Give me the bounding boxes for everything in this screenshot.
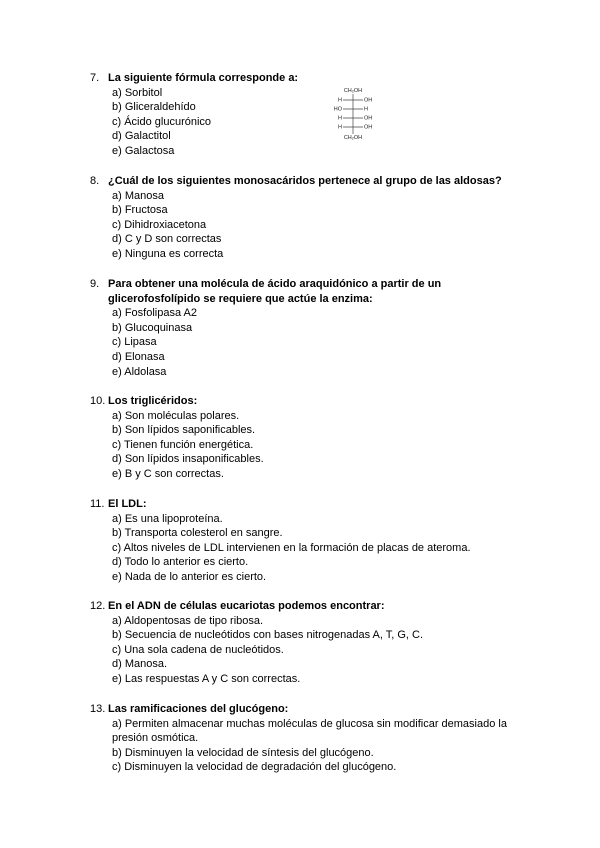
option-c: c) Disminuyen la velocidad de degradación del glucógeno.	[112, 761, 397, 774]
option-d: d) C y D son correctas	[112, 233, 222, 246]
option-b: b) Fructosa	[112, 204, 168, 217]
option-b: b) Transporta colesterol en sangre.	[112, 527, 283, 540]
question-13	[90, 702, 520, 775]
option-a: a) Permiten almacenar muchas moléculas de glucosa sin modificar demasiado la presión osmótica.	[112, 717, 507, 745]
svg-text:H: H	[338, 97, 342, 104]
question-text: Para obtener una molécula de ácido araquidónico a partir de un glicerofosfolípido se requiere que actúe la enzima:	[108, 278, 442, 305]
option-a: a) Sorbitol	[112, 86, 163, 99]
option-a: a) Manosa	[112, 189, 164, 202]
svg-text:OH: OH	[364, 124, 373, 131]
option-a: a) Es una lipoproteína.	[112, 512, 223, 525]
option-b: b) Glucoquinasa	[112, 321, 193, 334]
option-a: a) Aldopentosas de tipo ribosa.	[112, 614, 264, 627]
option-a: a) Son moléculas polares.	[112, 409, 240, 422]
svg-text:H: H	[338, 124, 342, 131]
formula-row-1	[338, 98, 372, 104]
option-c: c) Ácido glucurónico	[112, 115, 212, 128]
svg-text:OH: OH	[364, 97, 373, 104]
question-number: 10.	[90, 395, 106, 407]
question-text: ¿Cuál de los siguientes monosacáridos pertenece al grupo de las aldosas?	[108, 175, 502, 187]
option-b: b) Gliceraldehído	[112, 101, 196, 114]
option-c: c) Altos niveles de LDL intervienen en la formación de placas de ateroma.	[112, 541, 471, 554]
option-e: e) Nada de lo anterior es cierto.	[112, 570, 267, 583]
question-text: Los triglicéridos:	[108, 395, 198, 407]
question-text: La siguiente fórmula corresponde a:	[108, 72, 299, 84]
question-7	[90, 71, 520, 159]
option-c: c) Tienen función energética.	[112, 438, 254, 451]
formula-row-4	[338, 125, 372, 131]
svg-text:OH: OH	[364, 115, 373, 122]
formula-top: CH₂OH	[343, 88, 363, 94]
question-9	[90, 277, 520, 379]
option-e: e) Ninguna es correcta	[112, 247, 224, 260]
question-number: 11.	[90, 498, 105, 510]
option-b: b) Disminuyen la velocidad de síntesis del glucógeno.	[112, 746, 374, 759]
option-d: d) Manosa.	[112, 658, 168, 671]
option-d: d) Son lípidos insaponificables.	[112, 453, 264, 466]
question-number: 7.	[90, 72, 100, 84]
question-number: 13.	[90, 703, 106, 715]
fischer-formula	[333, 86, 373, 142]
option-e: e) B y C son correctas.	[112, 467, 224, 480]
question-text: El LDL:	[108, 498, 147, 510]
option-d: d) Elonasa	[112, 350, 165, 363]
question-12	[90, 599, 520, 687]
option-c: c) Dihidroxiacetona	[112, 218, 207, 231]
svg-text:H: H	[364, 106, 368, 113]
option-e: e) Galactosa	[112, 144, 175, 157]
option-d: d) Galactitol	[112, 130, 171, 143]
question-number: 8.	[90, 175, 100, 187]
option-e: e) Aldolasa	[112, 365, 167, 378]
question-11	[90, 497, 520, 585]
option-b: b) Secuencia de nucleótidos con bases nitrogenadas A, T, G, C.	[112, 629, 424, 642]
question-10	[90, 394, 520, 482]
svg-text:H: H	[338, 115, 342, 122]
option-d: d) Todo lo anterior es cierto.	[112, 556, 249, 569]
question-text: Las ramificaciones del glucógeno:	[108, 703, 289, 715]
question-number: 9.	[90, 278, 100, 290]
option-c: c) Lipasa	[112, 336, 157, 349]
question-number: 12.	[90, 600, 106, 612]
formula-bottom: CH₂OH	[343, 135, 363, 141]
question-text: En el ADN de células eucariotas podemos encontrar:	[108, 600, 385, 612]
option-a: a) Fosfolipasa A2	[112, 307, 197, 320]
option-c: c) Una sola cadena de nucleótidos.	[112, 643, 284, 656]
formula-row-2	[334, 107, 368, 113]
option-e: e) Las respuestas A y C son correctas.	[112, 672, 301, 685]
svg-text:HO: HO	[333, 106, 342, 113]
formula-row-3	[338, 116, 372, 122]
option-b: b) Son lípidos saponificables.	[112, 424, 256, 437]
question-8	[90, 174, 520, 262]
